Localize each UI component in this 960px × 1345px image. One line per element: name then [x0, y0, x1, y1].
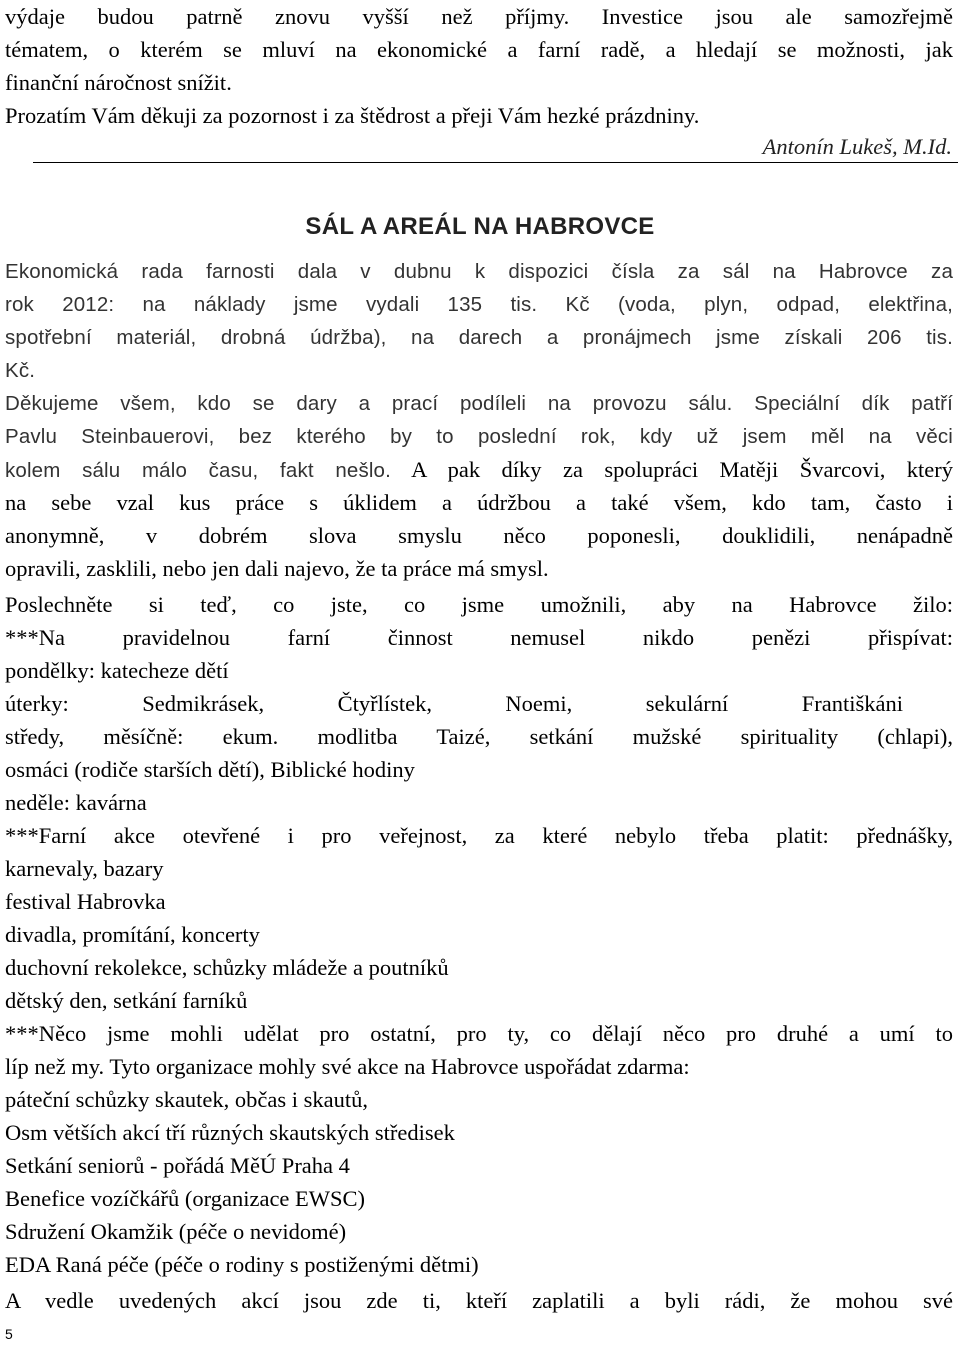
- body-line: na sebe vzal kus práce s úklidem a údržbou a také všem, kdo tam, často i: [5, 490, 953, 515]
- schedule-monday: pondělky: katecheze dětí: [5, 658, 229, 683]
- economic-line-1: Ekonomická rada farnosti dala v dubnu k dispozici čísla za sál na Habrovce za: [5, 260, 953, 283]
- intro-line-2: tématem, o kterém se mluví na ekonomické a farní radě, a hledají se možnosti, jak: [5, 37, 953, 62]
- economic-line-4: Kč.: [5, 359, 36, 382]
- schedule-wednesday-cont: osmáci (rodiče starších dětí), Biblické hodiny: [5, 757, 415, 782]
- body-line: líp než my. Tyto organizace mohly své akce na Habrovce uspořádat zdarma:: [5, 1054, 690, 1079]
- list-item: Setkání seniorů - pořádá MěÚ Praha 4: [5, 1153, 350, 1178]
- author-signature: Antonín Lukeš, M.Id.: [762, 134, 952, 159]
- list-item: Benefice vozíčkářů (organizace EWSC): [5, 1186, 366, 1211]
- list-item: duchovní rekolekce, schůzky mládeže a poutníků: [5, 955, 449, 980]
- body-line: opravili, zasklili, nebo jen dali najevo, že ta práce má smysl.: [5, 556, 549, 581]
- list-item: EDA Raná péče (péče o rodiny s postiženými dětmi): [5, 1252, 479, 1277]
- schedule-wednesday: středy, měsíčně: ekum. modlitba Taizé, setkání mužské spirituality (chlapi),: [5, 724, 953, 749]
- body-line: anonymně, v dobrém slova smyslu něco poponesli, douklidili, nenápadně: [5, 523, 953, 548]
- intro-line-4: Prozatím Vám děkuji za pozornost i za štědrost a přeji Vám hezké prázdniny.: [5, 103, 700, 128]
- economic-line-2: rok 2012: na náklady jsme vydali 135 tis. Kč (voda, plyn, odpad, elektřina,: [5, 293, 953, 316]
- thanks-black-fragment: A pak díky za spolupráci Matěji Švarcovi, který: [390, 457, 953, 482]
- body-line: Poslechněte si teď, co jste, co jsme umožnili, aby na Habrovce žilo:: [5, 592, 953, 617]
- body-line: ***Na pravidelnou farní činnost nemusel nikdo penězi přispívat:: [5, 625, 953, 650]
- list-item: Osm větších akcí tří různých skautských středisek: [5, 1120, 455, 1145]
- section-divider: [33, 162, 958, 163]
- list-item: karnevaly, bazary: [5, 856, 164, 881]
- schedule-sunday: neděle: kavárna: [5, 790, 147, 815]
- body-line: A vedle uvedených akcí jsou zde ti, kteří zaplatili a byli rádi, že mohou své: [5, 1288, 953, 1313]
- economic-line-3: spotřební materiál, drobná údržba), na darech a pronájmech jsme získali 206 tis.: [5, 326, 953, 349]
- intro-line-1: výdaje budou patrně znovu vyšší než příjmy. Investice jsou ale samozřejmě: [5, 4, 953, 29]
- list-item: festival Habrovka: [5, 889, 166, 914]
- list-item: Sdružení Okamžik (péče o nevidomé): [5, 1219, 347, 1244]
- section-title: SÁL A AREÁL NA HABROVCE: [305, 213, 655, 240]
- thanks-line-1: Děkujeme všem, kdo se dary a prací podíleli na provozu sálu. Speciální dík patří: [5, 392, 953, 415]
- page-number: 5: [5, 1326, 13, 1342]
- list-item: dětský den, setkání farníků: [5, 988, 248, 1013]
- thanks-line-3: [5, 453, 953, 486]
- schedule-tuesday: úterky: Sedmikrásek, Čtyřlístek, Noemi, sekulární Františkáni: [5, 691, 903, 716]
- thanks-line-2: Pavlu Steinbauerovi, bez kterého by to poslední rok, kdy už jsem měl na věci: [5, 425, 953, 448]
- body-line: ***Farní akce otevřené i pro veřejnost, za které nebylo třeba platit: přednášky,: [5, 823, 953, 848]
- body-line: ***Něco jsme mohli udělat pro ostatní, pro ty, co dělají něco pro druhé a umí to: [5, 1021, 953, 1046]
- list-item: páteční schůzky skautek, občas i skautů,: [5, 1087, 369, 1112]
- thanks-gray-fragment: kolem sálu málo času, fakt nešlo.: [5, 459, 391, 482]
- intro-line-3: finanční náročnost snížit.: [5, 70, 232, 95]
- list-item: divadla, promítání, koncerty: [5, 922, 260, 947]
